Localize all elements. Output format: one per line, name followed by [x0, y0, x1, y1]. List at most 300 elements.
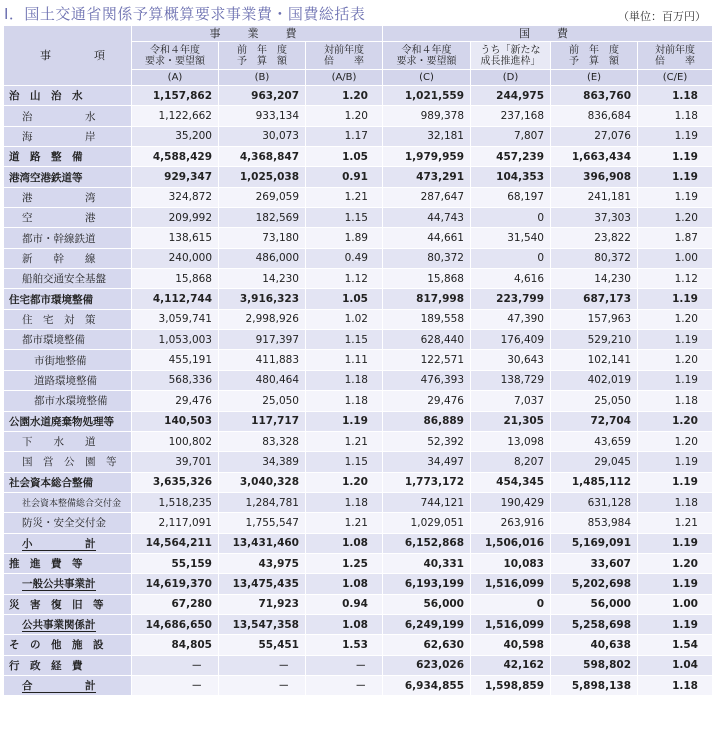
- cell-a: 4,588,429: [132, 147, 219, 167]
- cell-c: 80,372: [383, 248, 471, 268]
- cell-b: 933,134: [219, 106, 306, 126]
- cell-b: 182,569: [219, 208, 306, 228]
- row-name-text: 合 計: [22, 680, 96, 693]
- cell-b: 14,230: [219, 269, 306, 289]
- cell-ab: 1.89: [306, 228, 383, 248]
- row-name: [4, 472, 132, 492]
- cell-ab: 0.91: [306, 167, 383, 187]
- cell-b: 25,050: [219, 391, 306, 411]
- cell-c: 29,476: [383, 391, 471, 411]
- row-name: [4, 147, 132, 167]
- cell-e: 853,984: [551, 513, 638, 533]
- cell-a: 240,000: [132, 248, 219, 268]
- cell-ce: 1.04: [638, 655, 713, 675]
- table-row: [4, 370, 713, 390]
- cell-d: 21,305: [471, 411, 551, 431]
- header-label-ce: (C/E): [638, 70, 713, 86]
- table-row: [4, 147, 713, 167]
- cell-ab: 1.18: [306, 391, 383, 411]
- cell-b: 13,431,460: [219, 533, 306, 553]
- cell-c: 189,558: [383, 309, 471, 329]
- cell-ce: 1.00: [638, 594, 713, 614]
- page-title: Ⅰ．国土交通省関係予算概算要求事業費・国費総括表: [4, 5, 366, 23]
- cell-ab: 1.53: [306, 635, 383, 655]
- table-row: [4, 187, 713, 207]
- row-name-text: 住宅都市環境整備: [9, 293, 93, 306]
- row-name: [4, 330, 132, 350]
- row-name: [4, 655, 132, 675]
- cell-c: 744,121: [383, 492, 471, 512]
- row-name-text: 道 路 整 備: [9, 151, 83, 164]
- row-name: [4, 574, 132, 594]
- row-name-text: 都市環境整備: [22, 334, 85, 347]
- cell-ce: 1.20: [638, 208, 713, 228]
- row-name: [4, 208, 132, 228]
- cell-b: 269,059: [219, 187, 306, 207]
- header-label-d: (D): [471, 70, 551, 86]
- cell-c: 44,661: [383, 228, 471, 248]
- cell-e: 396,908: [551, 167, 638, 187]
- cell-d: 1,516,099: [471, 574, 551, 594]
- cell-e: 5,258,698: [551, 614, 638, 634]
- cell-a: 14,564,211: [132, 533, 219, 553]
- row-name-text: 行 政 経 費: [9, 659, 83, 672]
- cell-d: 31,540: [471, 228, 551, 248]
- cell-ce: 1.19: [638, 289, 713, 309]
- cell-ab: 1.20: [306, 472, 383, 492]
- cell-a: 100,802: [132, 431, 219, 451]
- cell-e: 402,019: [551, 370, 638, 390]
- row-name-text: 港 湾: [22, 191, 96, 204]
- row-name: [4, 431, 132, 451]
- row-name-text: 公共事業関係計: [22, 619, 96, 632]
- cell-c: 1,773,172: [383, 472, 471, 492]
- header-label-b: (B): [219, 70, 306, 86]
- cell-ce: 1.54: [638, 635, 713, 655]
- cell-d: 1,506,016: [471, 533, 551, 553]
- cell-c: 817,998: [383, 289, 471, 309]
- table-row: [4, 330, 713, 350]
- cell-ab: 1.21: [306, 431, 383, 451]
- cell-ce: 1.19: [638, 187, 713, 207]
- table-row: [4, 533, 713, 553]
- cell-c: 989,378: [383, 106, 471, 126]
- cell-c: 473,291: [383, 167, 471, 187]
- header-col-ab-text: 対前年度 倍 率: [324, 45, 364, 67]
- cell-e: 5,202,698: [551, 574, 638, 594]
- cell-ce: 1.19: [638, 574, 713, 594]
- cell-ab: 1.02: [306, 309, 383, 329]
- cell-e: 43,659: [551, 431, 638, 451]
- cell-c: 122,571: [383, 350, 471, 370]
- cell-a: 3,059,741: [132, 309, 219, 329]
- cell-ab: －: [306, 675, 383, 695]
- cell-c: 62,630: [383, 635, 471, 655]
- cell-ce: 1.19: [638, 167, 713, 187]
- cell-d: 13,098: [471, 431, 551, 451]
- cell-c: 1,029,051: [383, 513, 471, 533]
- cell-b: 30,073: [219, 126, 306, 146]
- header-col-e-text: 前 年 度 予 算 額: [569, 45, 619, 67]
- header-col-c: [383, 42, 471, 70]
- row-name-text: 治 水: [22, 110, 96, 123]
- cell-ab: －: [306, 655, 383, 675]
- cell-e: 529,210: [551, 330, 638, 350]
- table-row: [4, 492, 713, 512]
- cell-a: 1,053,003: [132, 330, 219, 350]
- row-name-text: 新 幹 線: [22, 252, 96, 265]
- header-col-d: [471, 42, 551, 70]
- cell-b: 34,389: [219, 452, 306, 472]
- cell-e: 863,760: [551, 86, 638, 106]
- row-name: [4, 248, 132, 268]
- cell-ce: 1.87: [638, 228, 713, 248]
- header-col-ce: [638, 42, 713, 70]
- cell-a: 14,686,650: [132, 614, 219, 634]
- cell-ab: 1.19: [306, 411, 383, 431]
- cell-b: 480,464: [219, 370, 306, 390]
- cell-d: 263,916: [471, 513, 551, 533]
- cell-e: 157,963: [551, 309, 638, 329]
- cell-c: 1,979,959: [383, 147, 471, 167]
- cell-d: 244,975: [471, 86, 551, 106]
- cell-ce: 1.12: [638, 269, 713, 289]
- cell-d: 104,353: [471, 167, 551, 187]
- cell-ce: 1.19: [638, 533, 713, 553]
- cell-c: 628,440: [383, 330, 471, 350]
- row-name-text: 都市水環境整備: [34, 395, 108, 408]
- table-row: [4, 391, 713, 411]
- cell-d: 8,207: [471, 452, 551, 472]
- header-label-e: (E): [551, 70, 638, 86]
- cell-ce: 1.19: [638, 370, 713, 390]
- cell-e: 33,607: [551, 553, 638, 573]
- cell-d: 10,083: [471, 553, 551, 573]
- cell-d: 0: [471, 248, 551, 268]
- cell-b: 2,998,926: [219, 309, 306, 329]
- row-name: [4, 411, 132, 431]
- cell-b: 83,328: [219, 431, 306, 451]
- cell-b: 486,000: [219, 248, 306, 268]
- cell-a: 1,122,662: [132, 106, 219, 126]
- cell-a: 3,635,326: [132, 472, 219, 492]
- cell-c: 476,393: [383, 370, 471, 390]
- row-name: [4, 675, 132, 695]
- cell-d: 138,729: [471, 370, 551, 390]
- cell-e: 836,684: [551, 106, 638, 126]
- cell-e: 5,169,091: [551, 533, 638, 553]
- cell-a: －: [132, 655, 219, 675]
- cell-e: 72,704: [551, 411, 638, 431]
- row-name-text: 国 営 公 園 等: [22, 456, 117, 469]
- table-row: [4, 574, 713, 594]
- row-name: [4, 187, 132, 207]
- cell-e: 40,638: [551, 635, 638, 655]
- table-row: [4, 86, 713, 106]
- cell-ab: 1.08: [306, 574, 383, 594]
- table-row: [4, 106, 713, 126]
- row-name-text: 海 岸: [22, 130, 96, 143]
- cell-d: 176,409: [471, 330, 551, 350]
- cell-a: 15,868: [132, 269, 219, 289]
- cell-a: 55,159: [132, 553, 219, 573]
- cell-a: 568,336: [132, 370, 219, 390]
- cell-ce: 1.20: [638, 431, 713, 451]
- header-label-c: (C): [383, 70, 471, 86]
- cell-ce: 1.19: [638, 452, 713, 472]
- row-name-text: 治 山 治 水: [9, 90, 83, 103]
- header-col-a: [132, 42, 219, 70]
- cell-ab: 1.21: [306, 513, 383, 533]
- cell-d: 457,239: [471, 147, 551, 167]
- header-group-jigyohi: 事 業 費: [132, 26, 383, 42]
- row-name-text: そ の 他 施 設: [9, 639, 104, 652]
- row-name-text: 推 進 費 等: [9, 558, 83, 571]
- cell-d: 1,598,859: [471, 675, 551, 695]
- cell-ab: 0.49: [306, 248, 383, 268]
- cell-a: 39,701: [132, 452, 219, 472]
- cell-e: 5,898,138: [551, 675, 638, 695]
- row-name: [4, 635, 132, 655]
- row-name: [4, 533, 132, 553]
- cell-d: 0: [471, 208, 551, 228]
- cell-d: 47,390: [471, 309, 551, 329]
- table-row: [4, 228, 713, 248]
- row-name: [4, 167, 132, 187]
- cell-a: 209,992: [132, 208, 219, 228]
- cell-c: 15,868: [383, 269, 471, 289]
- cell-ab: 1.20: [306, 106, 383, 126]
- table-row: [4, 167, 713, 187]
- table-row: [4, 594, 713, 614]
- cell-a: 1,518,235: [132, 492, 219, 512]
- cell-b: 73,180: [219, 228, 306, 248]
- row-name-text: 小 計: [22, 537, 96, 550]
- cell-b: 917,397: [219, 330, 306, 350]
- cell-c: 287,647: [383, 187, 471, 207]
- cell-ab: 1.08: [306, 614, 383, 634]
- cell-ab: 1.05: [306, 147, 383, 167]
- cell-b: 13,475,435: [219, 574, 306, 594]
- table-row: [4, 248, 713, 268]
- row-name-text: 公園水道廃棄物処理等: [9, 415, 114, 428]
- table-row: [4, 431, 713, 451]
- cell-c: 6,249,199: [383, 614, 471, 634]
- header-col-a-text: 令和４年度 要求・要望額: [145, 45, 205, 67]
- table-row: [4, 350, 713, 370]
- row-name: [4, 492, 132, 512]
- header-col-ab: [306, 42, 383, 70]
- row-name: [4, 86, 132, 106]
- row-name-text: 道路環境整備: [34, 374, 97, 387]
- cell-ce: 1.19: [638, 472, 713, 492]
- row-name: [4, 452, 132, 472]
- cell-ce: 1.18: [638, 675, 713, 695]
- cell-b: 71,923: [219, 594, 306, 614]
- cell-ce: 1.20: [638, 309, 713, 329]
- cell-ab: 1.18: [306, 370, 383, 390]
- cell-e: 631,128: [551, 492, 638, 512]
- cell-d: 7,037: [471, 391, 551, 411]
- cell-b: 4,368,847: [219, 147, 306, 167]
- cell-e: 29,045: [551, 452, 638, 472]
- row-name: [4, 553, 132, 573]
- row-name: [4, 594, 132, 614]
- cell-c: 6,152,868: [383, 533, 471, 553]
- table-row: [4, 472, 713, 492]
- cell-b: 1,025,038: [219, 167, 306, 187]
- cell-a: 138,615: [132, 228, 219, 248]
- cell-e: 56,000: [551, 594, 638, 614]
- header-col-c-text: 令和４年度 要求・要望額: [396, 45, 457, 67]
- row-name: [4, 289, 132, 309]
- cell-a: 929,347: [132, 167, 219, 187]
- table-row: [4, 126, 713, 146]
- cell-b: 13,547,358: [219, 614, 306, 634]
- cell-d: 237,168: [471, 106, 551, 126]
- cell-a: 1,157,862: [132, 86, 219, 106]
- cell-ce: 1.19: [638, 330, 713, 350]
- cell-ce: 1.18: [638, 86, 713, 106]
- cell-b: 3,040,328: [219, 472, 306, 492]
- table-header: [4, 26, 713, 86]
- cell-b: －: [219, 675, 306, 695]
- table-row: [4, 411, 713, 431]
- cell-e: 687,173: [551, 289, 638, 309]
- cell-a: 84,805: [132, 635, 219, 655]
- cell-e: 27,076: [551, 126, 638, 146]
- row-name-text: 市街地整備: [34, 354, 87, 367]
- cell-b: 1,755,547: [219, 513, 306, 533]
- cell-b: －: [219, 655, 306, 675]
- cell-e: 80,372: [551, 248, 638, 268]
- row-name: [4, 228, 132, 248]
- cell-ab: 1.20: [306, 86, 383, 106]
- cell-d: 1,516,099: [471, 614, 551, 634]
- cell-e: 1,663,434: [551, 147, 638, 167]
- unit-label: （単位：百万円）: [618, 10, 706, 23]
- cell-e: 14,230: [551, 269, 638, 289]
- cell-d: 68,197: [471, 187, 551, 207]
- header-col-b: [219, 42, 306, 70]
- header-label-a: (A): [132, 70, 219, 86]
- cell-ce: 1.18: [638, 492, 713, 512]
- row-name-text: 都市・幹線鉄道: [22, 232, 96, 245]
- cell-a: 67,280: [132, 594, 219, 614]
- cell-ab: 1.15: [306, 452, 383, 472]
- row-name-text: 空 港: [22, 212, 96, 225]
- cell-c: 86,889: [383, 411, 471, 431]
- cell-d: 40,598: [471, 635, 551, 655]
- cell-ce: 1.20: [638, 350, 713, 370]
- row-name: [4, 269, 132, 289]
- cell-ce: 1.19: [638, 126, 713, 146]
- row-name: [4, 614, 132, 634]
- row-name: [4, 350, 132, 370]
- cell-a: 324,872: [132, 187, 219, 207]
- table-row: [4, 513, 713, 533]
- cell-e: 1,485,112: [551, 472, 638, 492]
- row-name: [4, 106, 132, 126]
- header-col-e: [551, 42, 638, 70]
- row-name-text: 船舶交通安全基盤: [22, 273, 106, 286]
- row-name-text: 社会資本総合整備: [9, 476, 93, 489]
- cell-d: 42,162: [471, 655, 551, 675]
- header-col-ce-text: 対前年度 倍 率: [655, 45, 695, 67]
- cell-c: 40,331: [383, 553, 471, 573]
- cell-b: 963,207: [219, 86, 306, 106]
- cell-a: 455,191: [132, 350, 219, 370]
- cell-b: 1,284,781: [219, 492, 306, 512]
- cell-b: 55,451: [219, 635, 306, 655]
- cell-ce: 1.19: [638, 614, 713, 634]
- header-group-kokuhi: 国 費: [383, 26, 713, 42]
- cell-ab: 1.18: [306, 492, 383, 512]
- cell-d: 7,807: [471, 126, 551, 146]
- cell-ab: 1.05: [306, 289, 383, 309]
- cell-a: 2,117,091: [132, 513, 219, 533]
- cell-b: 117,717: [219, 411, 306, 431]
- row-name: [4, 391, 132, 411]
- table-row: [4, 452, 713, 472]
- row-name-text: 一般公共事業計: [22, 578, 96, 591]
- row-name-text: 社会資本整備総合交付金: [22, 499, 122, 510]
- row-name-text: 住 宅 対 策: [22, 313, 96, 326]
- cell-ab: 0.94: [306, 594, 383, 614]
- table-row: [4, 614, 713, 634]
- cell-ce: 1.21: [638, 513, 713, 533]
- cell-e: 598,802: [551, 655, 638, 675]
- table-body: [4, 86, 713, 696]
- cell-c: 32,181: [383, 126, 471, 146]
- table-row: [4, 208, 713, 228]
- row-name-text: 下 水 道: [22, 436, 96, 449]
- cell-d: 223,799: [471, 289, 551, 309]
- cell-d: 4,616: [471, 269, 551, 289]
- cell-ab: 1.15: [306, 208, 383, 228]
- cell-c: 56,000: [383, 594, 471, 614]
- cell-c: 6,193,199: [383, 574, 471, 594]
- cell-b: 3,916,323: [219, 289, 306, 309]
- cell-b: 43,975: [219, 553, 306, 573]
- table-row: [4, 553, 713, 573]
- cell-a: 140,503: [132, 411, 219, 431]
- cell-ab: 1.25: [306, 553, 383, 573]
- cell-b: 411,883: [219, 350, 306, 370]
- table-row: [4, 635, 713, 655]
- header-label-ab: (A/B): [306, 70, 383, 86]
- cell-c: 1,021,559: [383, 86, 471, 106]
- cell-a: 4,112,744: [132, 289, 219, 309]
- row-name-text: 港湾空港鉄道等: [9, 171, 83, 184]
- row-name-text: 災 害 復 旧 等: [9, 598, 104, 611]
- cell-ce: 1.00: [638, 248, 713, 268]
- cell-c: 52,392: [383, 431, 471, 451]
- cell-ab: 1.12: [306, 269, 383, 289]
- cell-e: 25,050: [551, 391, 638, 411]
- cell-ce: 1.18: [638, 391, 713, 411]
- row-name-text: 防災・安全交付金: [22, 517, 106, 530]
- cell-ce: 1.18: [638, 106, 713, 126]
- cell-a: －: [132, 675, 219, 695]
- cell-ab: 1.11: [306, 350, 383, 370]
- cell-c: 34,497: [383, 452, 471, 472]
- header-col-b-text: 前 年 度 予 算 額: [237, 45, 287, 67]
- cell-c: 6,934,855: [383, 675, 471, 695]
- cell-e: 23,822: [551, 228, 638, 248]
- cell-e: 241,181: [551, 187, 638, 207]
- cell-a: 35,200: [132, 126, 219, 146]
